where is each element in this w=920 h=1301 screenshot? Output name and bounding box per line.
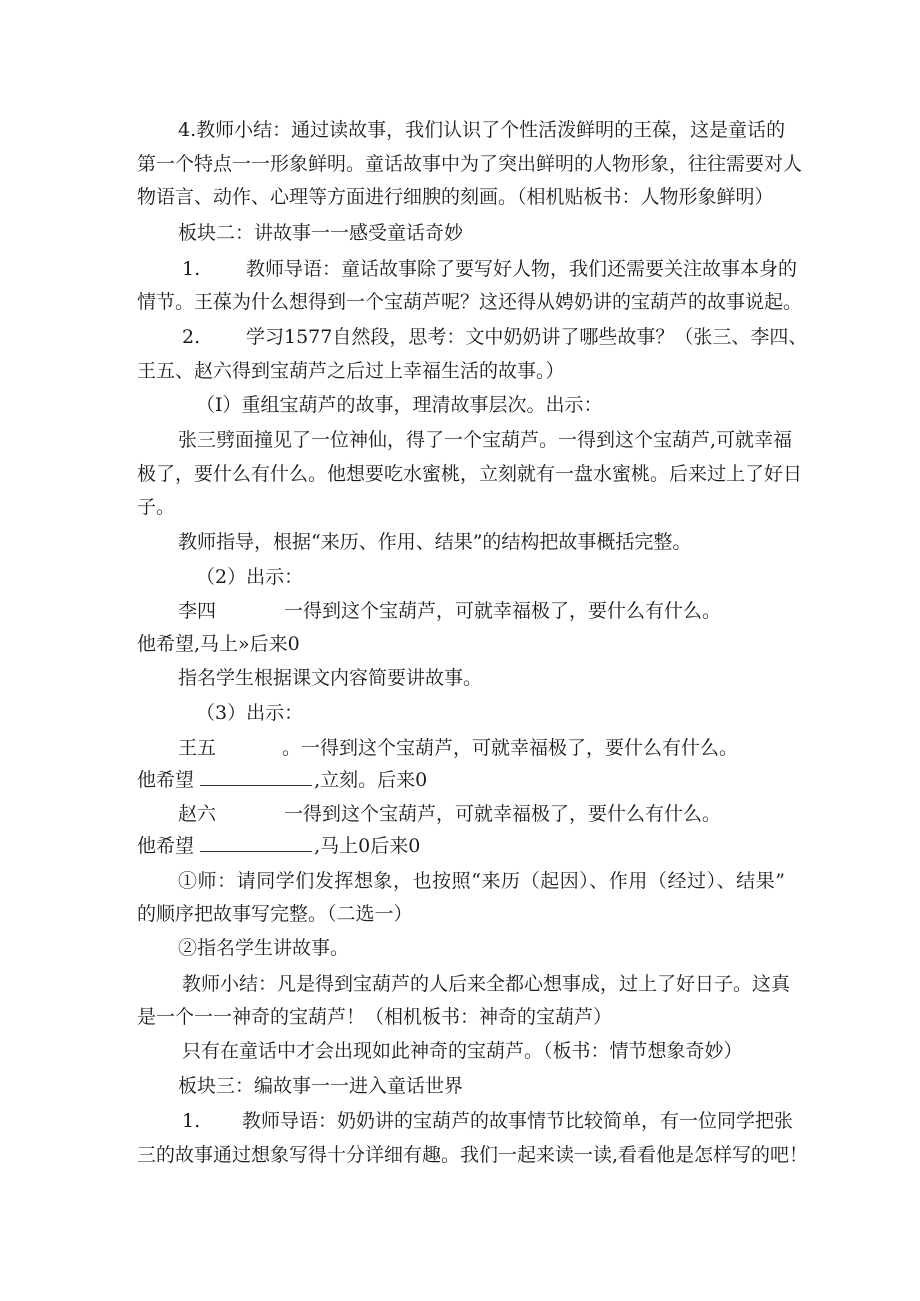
paragraph-line: 三的故事通过想象写得十分详细有趣。我们一起来读一读,看看他是怎样写的吧！ [137,1144,809,1166]
character-name: 李四 [178,600,217,622]
paragraph-line: 的顺序把故事写完整。（二选一） [137,903,413,925]
paragraph-line: 张三劈面撞见了一位神仙，得了一个宝葫芦。一得到这个宝葫芦,可就幸福 [178,429,793,451]
paragraph-line: 物语言、动作、心理等方面进行细腴的刻画。（相机贴板书：人物形象鲜明） [137,186,774,208]
fill-in-line [137,834,420,858]
paragraph-line: 指名学生根据课文内容简要讲故事。 [178,667,483,689]
fill-in-blank [200,769,312,786]
paragraph-line: 4.教师小结：通过读故事，我们认识了个性活泼鲜明的王葆，这是童话的 [178,119,786,141]
section-heading: 板块二：讲故事一一感受童话奇妙 [178,222,464,244]
paragraph-line: 只有在童话中才会出现如此神奇的宝葫芦。（板书：情节想象奇妙） [182,1040,743,1062]
fill-in-suffix: ,立刻。后来0 [314,769,428,791]
fill-in-prefix: 他希望 [137,769,195,791]
fill-in-prefix: 他希望 [137,835,195,857]
paragraph-line: 一得到这个宝葫芦，可就幸福极了，要什么有什么。 [284,600,722,622]
list-number: 1. [182,258,201,280]
list-number: 2. [182,326,201,348]
fill-in-suffix: ,马上0后来0 [314,835,421,857]
fill-in-line [137,768,427,792]
fill-in-blank [200,835,312,852]
paragraph-line: 学习1577自然段，思考：文中奶奶讲了哪些故事？（张三、李四、 [246,326,808,348]
paragraph-line: ②指名学生讲故事。 [178,937,350,959]
paragraph-line: （3）出示： [196,702,304,724]
paragraph-line: 教师导语：奶奶讲的宝葫芦的故事情节比较简单，有一位同学把张 [242,1110,794,1132]
paragraph-line: 一得到这个宝葫芦，可就幸福极了，要什么有什么。 [284,803,722,825]
paragraph-line: 教师导语：童话故事除了要写好人物，我们还需要关注故事本身的 [246,258,798,280]
list-number: 1. [182,1110,201,1132]
paragraph-line: 王五、赵六得到宝葫芦之后过上幸福生活的故事。） [137,360,565,382]
paragraph-line: 子。 [137,496,176,518]
character-name: 王五 [178,737,217,759]
paragraph-line: 他希望,马上»后来0 [137,633,300,655]
section-heading: 板块三：编故事一一进入童话世界 [178,1075,464,1097]
paragraph-line: 教师小结：凡是得到宝葫芦的人后来全都心想事成，过上了好日子。这真 [182,973,791,995]
paragraph-line: 是一个一一神奇的宝葫芦！（相机板书：神奇的宝葫芦） [137,1006,613,1028]
character-name: 赵六 [178,803,217,825]
paragraph-line: 教师指导，根据“来历、作用、结果”的结构把故事概括完整。 [178,531,692,553]
paragraph-line: （2）出示： [196,566,304,588]
paragraph-line: 。一得到这个宝葫芦，可就幸福极了，要什么有什么。 [282,737,739,759]
paragraph-line: 极了，要什么有什么。他想要吃水蜜桃，立刻就有一盘水蜜桃。后来过上了好日 [137,463,803,485]
paragraph-line: （I）重组宝葫芦的故事，理清故事层次。出示： [196,394,603,416]
paragraph-line: ①师：请同学们发挥想象，也按照“来历（起因）、作用（经过）、结果” [178,870,785,892]
paragraph-line: 情节。王葆为什么想得到一个宝葫芦呢？这还得从娉奶讲的宝葫芦的故事说起。 [137,291,803,313]
paragraph-line: 第一个特点一一形象鲜明。童话故事中为了突出鲜明的人物形象，往往需要对人 [137,153,803,175]
